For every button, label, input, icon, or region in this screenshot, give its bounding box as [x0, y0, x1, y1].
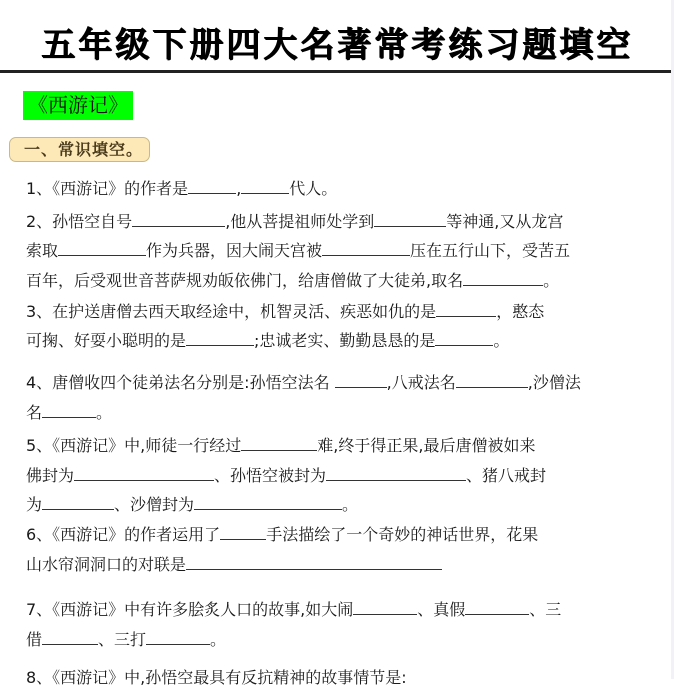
page-title: 五年级下册四大名著常考练习题填空	[41, 25, 633, 65]
text: ,沙僧法	[527, 373, 581, 392]
question-2-line-1	[26, 209, 563, 233]
question-5-line-2	[26, 463, 546, 487]
text: 作为兵器，因大闹天宫被	[146, 241, 323, 260]
fill-blank[interactable]	[132, 209, 225, 227]
question-6-line-1	[26, 522, 538, 546]
fill-blank[interactable]	[335, 370, 387, 388]
text: 3、在护送唐僧去西天取经途中，机智灵活、疾恶如仇的是	[26, 302, 437, 321]
question-5-line-3	[26, 492, 358, 516]
text: 。	[543, 271, 560, 290]
fill-blank[interactable]	[326, 463, 466, 481]
fill-blank[interactable]	[436, 299, 496, 317]
fill-blank[interactable]	[241, 433, 317, 451]
text: 2、孙悟空自号	[26, 212, 133, 231]
text: 5、《西游记》中,师徒一行经过	[26, 436, 242, 455]
text: ,八戒法名	[386, 373, 456, 392]
text: 、真假	[417, 600, 466, 619]
text: ,他从菩提祖师处学到	[225, 212, 375, 231]
question-3-line-1	[26, 299, 544, 323]
fill-blank[interactable]	[42, 400, 96, 418]
book-heading: 《西游记》	[23, 91, 133, 120]
text: 。	[210, 630, 227, 649]
text: 山水帘洞洞口的对联是	[26, 555, 187, 574]
text: 。	[493, 331, 510, 350]
question-5-line-1	[26, 433, 535, 457]
text: 佛封为	[26, 466, 75, 485]
text: 、沙僧封为	[114, 495, 195, 514]
fill-blank[interactable]	[188, 176, 236, 194]
text: 为	[26, 495, 43, 514]
fill-blank[interactable]	[322, 238, 410, 256]
text: ，憨态	[496, 302, 545, 321]
text: 借	[26, 630, 43, 649]
fill-blank[interactable]	[241, 176, 289, 194]
text: 索取	[26, 241, 59, 260]
fill-blank[interactable]	[74, 463, 214, 481]
text: 7、《西游记》中有许多脍炙人口的故事,如大闹	[26, 600, 354, 619]
question-2-line-3	[26, 268, 559, 292]
text: 百年，后受观世音菩萨规劝皈依佛门，给唐僧做了大徒弟,取名	[26, 271, 464, 290]
fill-blank[interactable]	[42, 627, 98, 645]
section-heading: 一、常识填空。	[9, 137, 150, 162]
title-divider	[0, 70, 671, 73]
fill-blank[interactable]	[465, 597, 529, 615]
text: 名	[26, 403, 43, 422]
text: 、孙悟空被封为	[214, 466, 327, 485]
text: 、三	[529, 600, 562, 619]
text: ;忠诚老实、勤勤恳恳的是	[254, 331, 436, 350]
text: 压在五行山下，受苦五	[410, 241, 571, 260]
question-7-line-1	[26, 597, 561, 621]
fill-blank[interactable]	[194, 492, 342, 510]
text: 等神通,又从龙宫	[446, 212, 564, 231]
fill-blank[interactable]	[463, 268, 543, 286]
fill-blank[interactable]	[42, 492, 114, 510]
text: 可掬、好耍小聪明的是	[26, 331, 187, 350]
question-1-line-1	[26, 176, 337, 200]
fill-blank[interactable]	[353, 597, 417, 615]
text: 4、唐僧收四个徒弟法名分别是:孙悟空法名	[26, 373, 335, 392]
text: 。	[342, 495, 359, 514]
text: 8、《西游记》中,孙悟空最具有反抗精神的故事情节是:	[26, 668, 407, 687]
text: 6、《西游记》的作者运用了	[26, 525, 221, 544]
fill-blank[interactable]	[146, 627, 210, 645]
text: 难,终于得正果,最后唐僧被如来	[317, 436, 536, 455]
question-6-line-2	[26, 552, 442, 576]
question-7-line-2	[26, 627, 226, 651]
fill-blank[interactable]	[374, 209, 446, 227]
question-2-line-2	[26, 238, 570, 262]
text: ,	[236, 179, 242, 198]
text: 、猪八戒封	[466, 466, 547, 485]
fill-blank[interactable]	[220, 522, 266, 540]
fill-blank[interactable]	[186, 552, 442, 570]
text: 。	[96, 403, 113, 422]
question-4-line-2	[26, 400, 112, 424]
text: 、三打	[98, 630, 147, 649]
fill-blank[interactable]	[456, 370, 528, 388]
question-3-line-2	[26, 328, 509, 352]
text: 1、《西游记》的作者是	[26, 179, 189, 198]
question-8-line-1	[26, 667, 407, 689]
fill-blank[interactable]	[186, 328, 254, 346]
question-4-line-1	[26, 370, 581, 394]
fill-blank[interactable]	[435, 328, 493, 346]
text: 代人。	[289, 179, 338, 198]
text: 手法描绘了一个奇妙的神话世界，花果	[266, 525, 539, 544]
fill-blank[interactable]	[58, 238, 146, 256]
